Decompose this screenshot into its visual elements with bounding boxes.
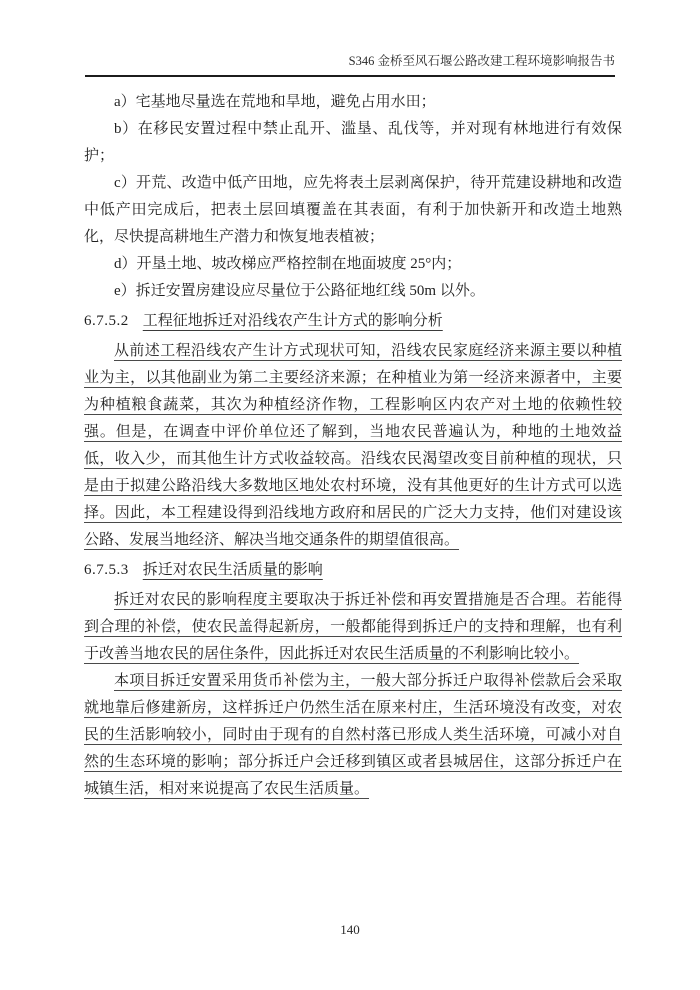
section-paragraph: 从前述工程沿线农产生计方式现状可知，沿线农民家庭经济来源主要以种植业为主，以其他副业为第二主要经济来源；在种植业为第一经济来源者中，主要为种植粮食蔬菜，其次为种植经济作物，工程影响区内农产对土地的依赖性较强。但是，在调查中评价单位还了解到，当地农民普遍认为，种地的土地效益低，收入少，而其他生计方式收益较高。沿线农民渴望改变目前种植的现状，只是由于拟建公路沿线大多数地区地处农村环境，没有其他更好的生计方式可以选择。因此，本工程建设得到沿线地方政府和居民的广泛大力支持，他们对建设该公路、发展当地经济、解决当地交通条件的期望值很高。 bbox=[84, 343, 622, 548]
section-title: 拆迁对农民生活质量的影响 bbox=[142, 562, 323, 578]
section-paragraph: 拆迁对农民的影响程度主要取决于拆迁补偿和再安置措施是否合理。若能得到合理的补偿，使农民盖得起新房，一般都能得到拆迁户的支持和理解，也有利于改善当地农民的居住条件，因此拆迁对农民生活质量的不利影响比较小。 bbox=[84, 592, 622, 662]
list-item-a: a）宅基地尽量选在荒地和旱地，避免占用水田； bbox=[114, 94, 436, 110]
document-body bbox=[84, 89, 622, 803]
list-item-d: d）开垦土地、坡改梯应严格控制在地面坡度 25°内； bbox=[114, 256, 462, 272]
section-title: 工程征地拆迁对沿线农产生计方式的影响分析 bbox=[142, 313, 443, 329]
list-item-e: e）拆迁安置房建设应尽量位于公路征地红线 50m 以外。 bbox=[114, 283, 485, 299]
header-title: S346 金桥至风石堰公路改建工程环境影响报告书 bbox=[348, 54, 615, 68]
list-item-b: b）在移民安置过程中禁止乱开、滥垦、乱伐等，并对现有林地进行有效保护； bbox=[84, 121, 622, 164]
page-header bbox=[85, 52, 615, 77]
section-paragraph: 本项目拆迁安置采用货币补偿为主，一般大部分拆迁户取得补偿款后会采取就地靠后修建新房，这样拆迁户仍然生活在原来村庄，生活环境没有改变，对农民的生活影响较小，同时由于现有的自然村落已形成人类生活环境，可减小对自然的生态环境的影响；部分拆迁户会迁移到镇区或者县城居住，这部分拆迁户在城镇生活，相对来说提高了农民生活质量。 bbox=[84, 673, 622, 797]
section-number: 6.7.5.2 bbox=[84, 313, 129, 329]
section-number: 6.7.5.3 bbox=[84, 562, 129, 578]
page-number: 140 bbox=[340, 922, 360, 937]
section-heading-6-7-5-3 bbox=[84, 557, 622, 584]
section-heading-6-7-5-2 bbox=[84, 308, 622, 335]
list-item-c: c）开荒、改造中低产田地，应先将表土层剥离保护，待开荒建设耕地和改造中低产田完成后，把表土层回填覆盖在其表面，有利于加快新开和改造土地熟化，尽快提高耕地生产潜力和恢复地表植被； bbox=[84, 175, 622, 245]
